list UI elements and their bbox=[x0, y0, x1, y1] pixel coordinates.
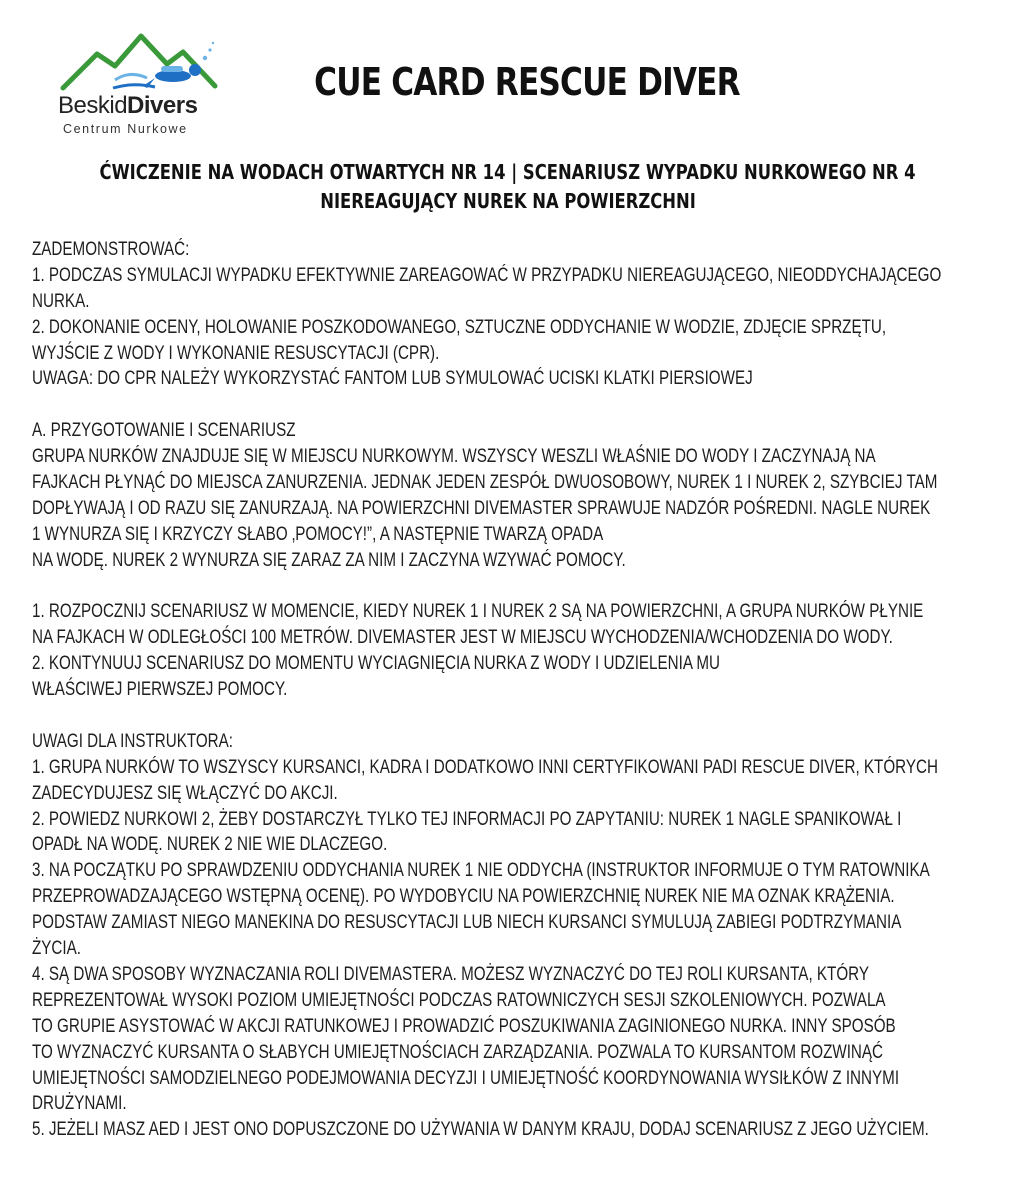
section-preparation bbox=[32, 418, 976, 573]
text-line: 1. ROZPOCZNIJ SCENARIUSZ W MOMENCIE, KIEDY NUREK 1 I NUREK 2 SĄ NA POWIERZCHNI, A GRUPA NURKÓW PŁYNIE bbox=[32, 601, 924, 623]
text-line: NA FAJKACH W ODLEGŁOŚCI 100 METRÓW. DIVEMASTER JEST W MIEJSCU WYCHODZENIA/WCHODZENIA DO WODY. bbox=[32, 627, 893, 649]
logo bbox=[55, 30, 230, 138]
logo-mountain-diver-icon bbox=[55, 30, 230, 100]
section-steps bbox=[32, 599, 976, 703]
section-instructor-notes bbox=[32, 729, 976, 1143]
text-line: A. PRZYGOTOWANIE I SCENARIUSZ bbox=[32, 420, 296, 442]
text-line: OPADŁ NA WODĘ. NUREK 2 NIE WIE DLACZEGO. bbox=[32, 834, 388, 856]
text-line: NA WODĘ. NUREK 2 WYNURZA SIĘ ZARAZ ZA NIM I ZACZYNA WZYWAĆ POMOCY. bbox=[32, 549, 626, 571]
text-line: 1. PODCZAS SYMULACJI WYPADKU EFEKTYWNIE ZAREAGOWAĆ W PRZYPADKU NIEREAGUJĄCEGO, NIEODDYCHAJĄCEGO bbox=[32, 264, 942, 286]
text-line: UMIEJĘTNOŚCI SAMODZIELNEGO PODEJMOWANIA DECYZJI I UMIEJĘTNOŚĆ KOORDYNOWANIA WYSIŁKÓW Z INNYMI bbox=[32, 1067, 900, 1089]
text-line: NURKA. bbox=[32, 290, 90, 312]
section-demonstrate bbox=[32, 237, 976, 392]
text-line: GRUPA NURKÓW ZNAJDUJE SIĘ W MIEJSCU NURKOWYM. WSZYSCY WESZLI WŁAŚNIE DO WODY I ZACZYNAJĄ NA bbox=[32, 446, 876, 468]
text-line: ŻYCIA. bbox=[32, 938, 81, 960]
page-title: CUE CARD RESCUE DIVER bbox=[314, 60, 740, 104]
text-line: DRUŻYNAMI. bbox=[32, 1093, 127, 1115]
text-line: DOPŁYWAJĄ I OD RAZU SIĘ ZANURZAJĄ. NA POWIERZCHNI DIVEMASTER SPRAWUJE NADZÓR POŚREDNI. NAGLE NUREK bbox=[32, 497, 931, 519]
text-line: TO GRUPIE ASYSTOWAĆ W AKCJI RATUNKOWEJ I PROWADZIĆ POSZUKIWANIA ZAGINIONEGO NURKA. INNY SPOSÓB bbox=[32, 1015, 896, 1037]
text-line: ZADEMONSTROWAĆ: bbox=[32, 239, 190, 260]
text-line: ZADECYDUJESZ SIĘ WŁĄCZYĆ DO AKCJI. bbox=[32, 782, 338, 804]
scenario-subtitle: NIEREAGUJĄCY NUREK NA POWIERZCHNI bbox=[320, 189, 696, 213]
text-line: 2. DOKONANIE OCENY, HOLOWANIE POSZKODOWANEGO, SZTUCZNE ODDYCHANIE W WODZIE, ZDJĘCIE SPRZĘTU, bbox=[32, 316, 887, 338]
text-line: 1. GRUPA NURKÓW TO WSZYSCY KURSANCI, KADRA I DODATKOWO INNI CERTYFIKOWANI PADI RESCUE DIVER, KTÓRYCH bbox=[32, 756, 938, 778]
card-content bbox=[32, 237, 976, 1143]
text-line: UWAGA: DO CPR NALEŻY WYKORZYSTAĆ FANTOM LUB SYMULOWAĆ UCISKI KLATKI PIERSIOWEJ bbox=[32, 368, 753, 390]
text-line: PODSTAW ZAMIAST NIEGO MANEKINA DO RESUSCYTACJI LUB NIECH KURSANCI SYMULUJĄ ZABIEGI PODTRZYMANIA bbox=[32, 912, 902, 934]
text-line: PRZEPROWADZAJĄCEGO WSTĘPNĄ OCENĘ). PO WYDOBYCIU NA POWIERZCHNIĘ NUREK NIE MA OZNAK KRĄŻENIA. bbox=[32, 886, 895, 908]
text-line: 1 WYNURZA SIĘ I KRZYCZY SŁABO ‚POMOCY!”, A NASTĘPNIE TWARZĄ OPADA bbox=[32, 523, 604, 545]
text-line: REPREZENTOWAŁ WYSOKI POZIOM UMIEJĘTNOŚCI PODCZAS RATOWNICZYCH SESJI SZKOLENIOWYCH. POZWALA bbox=[32, 989, 886, 1011]
logo-subtitle: Centrum Nurkowe bbox=[63, 122, 188, 136]
text-line: WYJŚCIE Z WODY I WYKONANIE RESUSCYTACJI (CPR). bbox=[32, 342, 440, 364]
text-line: 5. JEŻELI MASZ AED I JEST ONO DOPUSZCZONE DO UŻYWANIA W DANYM KRAJU, DODAJ SCENARIUSZ Z JEGO UŻYCIEM. bbox=[32, 1119, 929, 1141]
text-line: UWAGI DLA INSTRUKTORA: bbox=[32, 730, 234, 752]
exercise-subtitle: ĆWICZENIE NA WODACH OTWARTYCH NR 14 | SCENARIUSZ WYPADKU NURKOWEGO NR 4 bbox=[100, 160, 916, 184]
text-line: FAJKACH PŁYNĄĆ DO MIEJSCA ZANURZENIA. JEDNAK JEDEN ZESPÓŁ DWUOSOBOWY, NUREK 1 I NUREK 2, SZYBCIEJ TAM bbox=[32, 472, 938, 494]
text-line: 2. KONTYNUUJ SCENARIUSZ DO MOMENTU WYCIAGNIĘCIA NURKA Z WODY I UDZIELENIA MU bbox=[32, 653, 721, 675]
text-line: 4. SĄ DWA SPOSOBY WYZNACZANIA ROLI DIVEMASTERA. MOŻESZ WYZNACZYĆ DO TEJ ROLI KURSANTA, KTÓRY bbox=[32, 963, 869, 985]
text-line: TO WYZNACZYĆ KURSANTA O SŁABYCH UMIEJĘTNOŚCIACH ZARZĄDZANIA. POZWALA TO KURSANTOM ROZWINĄĆ bbox=[32, 1041, 884, 1063]
text-line: 2. POWIEDZ NURKOWI 2, ŻEBY DOSTARCZYŁ TYLKO TEJ INFORMACJI PO ZAPYTANIU: NUREK 1 NAGLE SPANIKOWAŁ I bbox=[32, 808, 902, 830]
logo-name: BeskidDivers bbox=[58, 92, 198, 119]
text-line: WŁAŚCIWEJ PIERWSZEJ POMOCY. bbox=[32, 679, 288, 701]
text-line: 3. NA POCZĄTKU PO SPRAWDZENIU ODDYCHANIA NUREK 1 NIE ODDYCHA (INSTRUKTOR INFORMUJE O TYM RATOWNIKA bbox=[32, 860, 930, 882]
